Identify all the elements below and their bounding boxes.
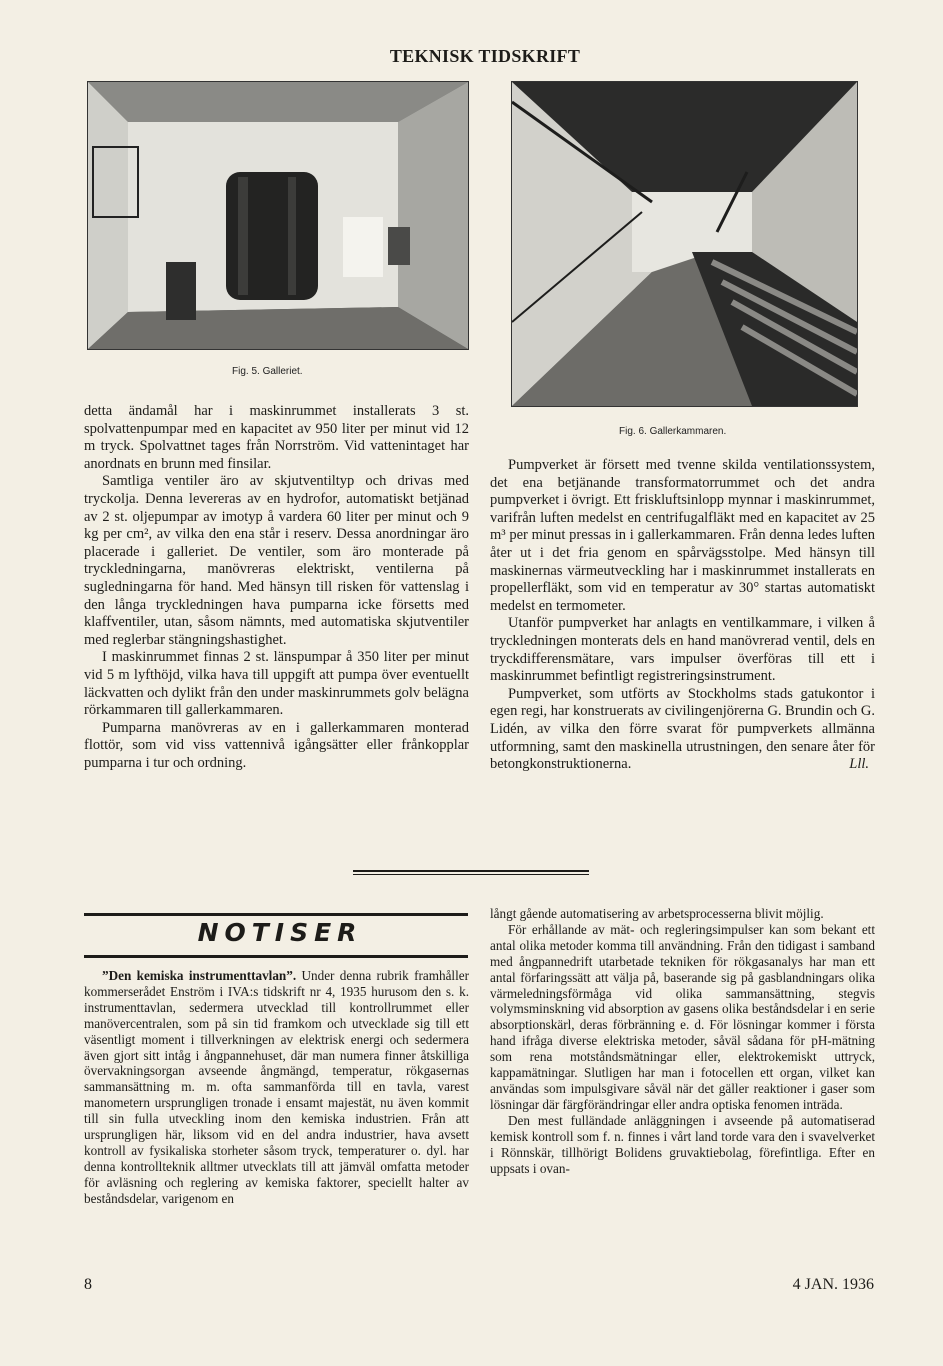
paragraph: Utanför pumpverket har anlagts en ventilkammare, i vilken å tryckledningen monterats dels en hand manövrerad ventil, dels en tryckdifferensmätare, vars impulser överföras till ett i maskinrummet befintligt registreringsinstrument. [490,615,875,685]
paragraph: I maskinrummet finnas 2 st. länspumpar å 350 liter per minut vid 5 m lyfthöjd, vilka hava till uppgift att pumpa över eventuellt läckvatten och dylikt från den under maskinrummets golv belägna rörkammaren till gallerkammaren. [84,649,469,719]
notiser-rule-top [84,913,468,916]
paragraph-text: Pumpverket, som utförts av Stockholms stads gatukontor i egen regi, har konstruerats av civilingenjörerna G. Brundin och G. Lidén, av vilka den förre svarat för pumpverkets allmänna utformning, samt den maskinella utrustningen, den senare åter för betongkonstruktionerna. [490,685,875,773]
paragraph-text: Under denna rubrik framhåller kommerserådet Enström i IVA:s tidskrift nr 4, 1935 hurusom den s. k. instrumenttavlan, sedermera utvecklad till kontrollrummet eller manövercentralen, som på sin tid framkom och utvecklade sig till ett väsentligt moment i tillverkningen av elektrisk energi och sedermera även gjort sitt intåg i ångpannehuset, där man numera finner åtskilliga övervakningsorgan avseende ångmängd, temperatur, rökgasernas sammansättning m. m. ofta sammanförda till en tavla, varest manometern ursprungligen tronade i ensamt majestät, nu även kommit till sin fulla utveckling inom den kemiska industrien. Från att ursprungligen här, liksom vid en del andra industrier, hava avsett kontroll av fysikaliska storheter såsom tryck, temperaturer o. dyl. har denna kontrollteknik alltmer utvecklats till att jämväl omfatta metoder för avläsning och reglering av kemiska faktorer, speciellt halter av beståndsdelar, varigenom en [84,968,469,1206]
journal-title: TEKNISK TIDSKRIFT [389,46,581,66]
paragraph: Samtliga ventiler äro av skjutventiltyp och drivas med tryckolja. Denna levereras av en hydrofor, automatiskt betjänad av 2 st. oljepumpar av imotyp å vardera 60 liter per minut och 9 kg per cm², av vilka den ena står i reserv. Dessa anordningar äro placerade i galleriet. De ventiler, som äro monterade på tryckledningarna, manövreras elektriskt, ventilerna på sugledningarna för hand. Med hänsyn till risken för vattenslag i den långa tryckledningen hava pumparna icke försetts med klaffventiler, utan, såsom nämnts, med automatiska skjutventiler med reglerbar stängningshastighet. [84,473,469,648]
page-number: 8 [84,1276,92,1293]
paragraph [84,968,469,1207]
article-end-rule-thin [353,874,589,875]
paragraph: detta ändamål har i maskinrummet installerats 3 st. spolvattenpumpar med en kapacitet av 950 liter per minut vid 12 m tryck. Spolvattnet tages från Norrström. Vid vattenintaget har anordnats en brunn med finsilar. [84,403,469,472]
author-signoff: Lll. [849,756,869,773]
paragraph: långt gående automatisering av arbetsprocesserna blivit möjlig. [490,906,824,921]
paragraph: Pumparna manövreras av en i gallerkammaren monterad flottör, som vid viss vattennivå igångsätter eller frånkopplar pumparna i tur och ordning. [84,719,469,771]
figure-5-photo [87,81,469,350]
paragraph: För erhållande av mät- och regleringsimpulser kan som bekant ett antal olika metoder komma till användning. Från den tidigast i samband med ångpannedrift utarbetade tekniken för rökgasanalys har man ett antal förfaringssätt att välja på, baserande sig på gasblandningars olika värmeledningsförmåga vid olika sammansättning, stegvis volymsminskning vid absorption av gasens olika beståndsdelar i en serie absorptionskärl, deras förbränning e. d. För lösningar kommer i första hand ifråga diverse elektriska metoder, såväl sådana för pH-mätning som rena motståndsmätningar eller, elektrokemiskt uttryck, kappamätningar. Slutligen har man i fotocellen ett organ, vilket kan användas som impulsgivare såväl när det gäller reaktioner i gaser som lösningar där färgförändringar eller andra optiska fenomen inträda. [490,921,875,1112]
notiser-heading: NOTISER [197,918,363,947]
paragraph: Den mest fulländade anläggningen i avseende på automatiserad kemisk kontroll som f. n. finnes i vårt land torde vara den i svavelverket i Rönnskär, tillhörigt Bolidens gruvaktiebolag, förefintliga. Efter en uppsats i ovan- [490,1112,875,1176]
notiser-left-column [84,968,469,1207]
figure-6-caption: Fig. 6. Gallerkammaren. [619,426,727,437]
article-end-rule [353,870,589,872]
notiser-right-column [490,906,875,1176]
paragraph [490,686,875,774]
notice-headline: ”Den kemiska instrumenttavlan”. [102,968,297,983]
figure-5-caption: Fig. 5. Galleriet. [232,366,303,377]
paragraph: Pumpverket är försett med tvenne skilda ventilationssystem, det ena betjänande transformatorrummet och det andra pumpverket i övrigt. Ett friskluftsinlopp mynnar i maskinrummet, varifrån luften medelst en centrifugalfläkt med en kapacitet av 25 m³ per minut pressas in i gallerkammaren. Från denna ledes luften åter ut i det fria genom en spårvägsstolpe. Med hänsyn till maskinernas värmeutveckling har i maskinrummet installerats en propellerfläkt, som vid en temperatur av 30° startas automatiskt medelst en termometer. [490,457,875,614]
issue-date: 4 JAN. 1936 [792,1276,874,1293]
figure-6-photo [511,81,858,407]
notiser-rule-bottom [84,955,468,958]
article-left-column [84,403,469,772]
article-right-column [490,457,875,774]
